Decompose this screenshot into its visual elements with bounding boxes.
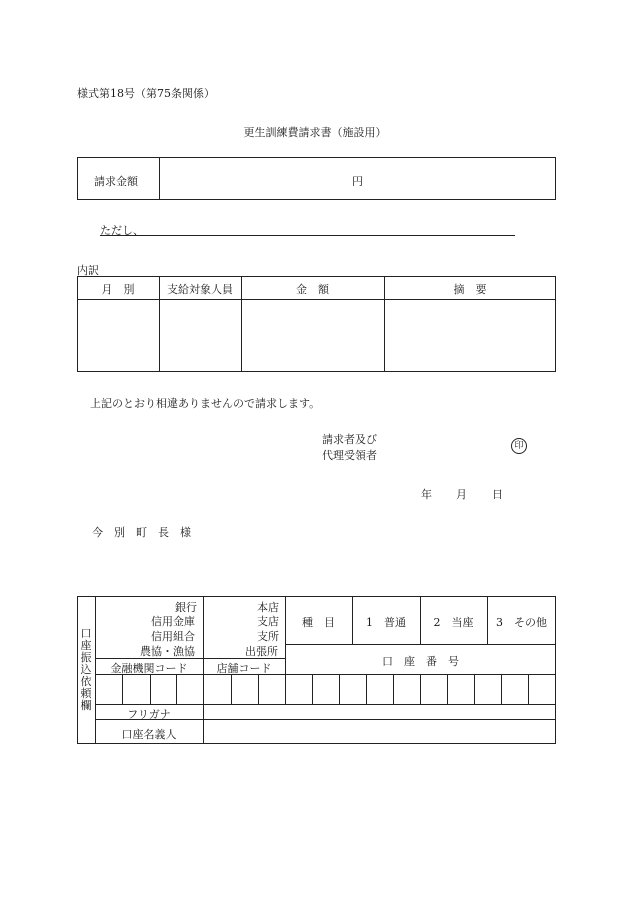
account-type-current[interactable]: 2 当座 (433, 616, 474, 629)
header-persons: 支給対象人員 (167, 283, 233, 296)
account-type-label: 種 目 (302, 616, 335, 629)
breakdown-cell-amount[interactable] (242, 300, 383, 371)
claim-amount-field[interactable] (160, 173, 555, 189)
account-holder-label: 口座名義人 (121, 728, 177, 741)
declaration-text: 上記のとおり相違ありませんので請求します。 (90, 397, 321, 410)
form-number: 様式第18号（第75条関係） (77, 87, 215, 100)
bank-side-label: 口 座 振 込 依 頼 欄 (80, 627, 92, 712)
digit-separator (501, 674, 502, 704)
furigana-label: フリガナ (127, 708, 171, 721)
inst-type-shinkin: 信用金庫 (151, 615, 195, 628)
breakdown-cell-month[interactable] (78, 300, 158, 371)
divider (95, 658, 285, 659)
addressee: 今 別 町 長 様 (92, 526, 191, 539)
branch-type-outpost: 出張所 (245, 645, 278, 658)
seal-icon: 印 (511, 438, 527, 454)
yen-unit: 円 (352, 175, 363, 188)
digit-separator (528, 674, 529, 704)
branch-type-office: 支所 (257, 630, 279, 643)
digit-separator (447, 674, 448, 704)
digit-separator (366, 674, 367, 704)
header-remarks: 摘 要 (453, 283, 487, 296)
date-month: 月 (456, 488, 467, 501)
branch-type-main: 本店 (257, 601, 279, 614)
digit-separator (231, 674, 232, 704)
breakdown-cell-persons[interactable] (160, 300, 240, 371)
proviso-field[interactable] (150, 220, 510, 234)
claimant-label-line1: 請求者及び (322, 433, 377, 446)
account-holder-field[interactable] (205, 721, 554, 742)
divider (285, 644, 556, 645)
digit-separator (420, 674, 421, 704)
proviso-underline (100, 235, 515, 236)
digit-separator (339, 674, 340, 704)
claim-amount-label: 請求金額 (94, 175, 138, 188)
document-title: 更生訓練費請求書（施設用） (243, 126, 387, 139)
divider (203, 596, 204, 704)
inst-type-bank: 銀行 (175, 601, 197, 614)
inst-type-agri: 農協・漁協 (140, 645, 195, 658)
divider (203, 704, 204, 744)
digit-separator (258, 674, 259, 704)
digit-separator (393, 674, 394, 704)
digit-separator (122, 674, 123, 704)
digit-separator (312, 674, 313, 704)
account-number-label: 口 座 番 号 (382, 655, 459, 668)
claimant-label-line2: 代理受領者 (322, 449, 377, 462)
digit-separator (150, 674, 151, 704)
breakdown-label: 内訳 (77, 264, 99, 277)
claimant-name-field[interactable] (390, 436, 500, 456)
divider (95, 674, 556, 675)
institution-code-label: 金融機関コード (110, 662, 188, 675)
header-amount: 金 額 (296, 283, 329, 296)
account-type-ordinary[interactable]: 1 普通 (366, 616, 406, 629)
breakdown-cell-remarks[interactable] (385, 300, 555, 371)
digit-separator (474, 674, 475, 704)
proviso-label: ただし、 (100, 224, 144, 237)
date-day: 日 (492, 488, 503, 501)
divider (95, 704, 556, 705)
branch-type-branch: 支店 (257, 615, 279, 628)
furigana-field[interactable] (205, 706, 554, 718)
header-month: 月 別 (101, 283, 135, 296)
divider (285, 596, 286, 704)
digit-separator (176, 674, 177, 704)
inst-type-shinkumi: 信用組合 (151, 630, 195, 643)
account-type-other[interactable]: 3 その他 (496, 616, 547, 629)
branch-code-label: 店舗コード (216, 662, 272, 675)
date-year: 年 (421, 488, 432, 501)
